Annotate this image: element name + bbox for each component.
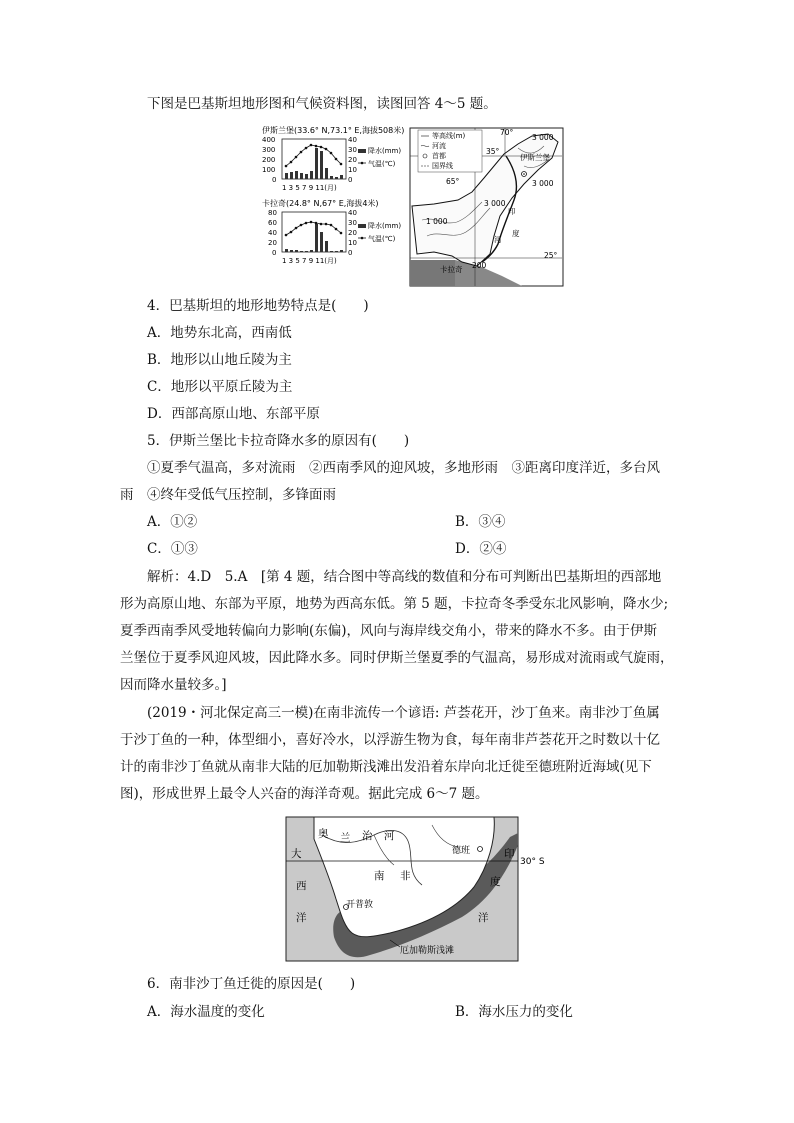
q4-option-b: B．地形以山地丘陵为主: [147, 352, 292, 368]
axis-tick: 200: [262, 156, 276, 164]
axis-tick: 10: [348, 239, 357, 247]
analysis-line: 因而降水量较多。]: [120, 677, 227, 693]
label-indian-1: 印: [504, 848, 515, 860]
analysis-line: 解析：4.D 5.A [第 4 题，结合图中等高线的数值和分布可判断出巴基斯坦的西部地: [147, 569, 662, 585]
axis-tick: 60: [268, 219, 277, 227]
legend-precip: 降水(mm): [368, 222, 402, 230]
q4-option-d: D．西部高原山地、东部平原: [147, 406, 320, 422]
label-lat30s: 30° S: [520, 857, 545, 867]
q6-option-b: B．海水压力的变化: [455, 1004, 573, 1020]
label-agulhas-bank: 厄加勒斯浅滩: [400, 946, 455, 956]
label-atlantic-2: 西: [296, 880, 307, 892]
map-legend-river: 河流: [432, 142, 446, 150]
axis-tick: 10: [348, 166, 357, 174]
q6-option-a: A．海水温度的变化: [147, 1004, 265, 1020]
label-indian-3: 洋: [478, 912, 489, 924]
map-label: 伊斯兰堡: [520, 153, 550, 162]
axis-tick: 20: [348, 156, 357, 164]
figure-south-africa: [282, 815, 554, 963]
map-label: 65°: [446, 177, 460, 186]
map-label: 印: [508, 207, 516, 216]
label-atlantic-1: 大: [291, 848, 302, 860]
legend-precip: 降水(mm): [368, 147, 402, 155]
map-label: 25°: [544, 251, 558, 260]
label-durban: 德班: [452, 846, 471, 856]
label-africa: 非: [400, 870, 411, 882]
axis-tick: 40: [348, 136, 357, 144]
q4-option-a: A．地势东北高，西南低: [147, 325, 292, 341]
islamabad-chart-title: 伊斯兰堡(33.6° N,73.1° E,海拔508米): [262, 126, 405, 135]
map-label: 35°: [486, 147, 500, 156]
q6-stem: 6．南非沙丁鱼迁徙的原因是( ): [147, 976, 356, 992]
label-atlantic-3: 洋: [296, 912, 307, 924]
axis-tick: 30: [348, 146, 357, 154]
axis-tick: 0: [348, 249, 353, 257]
axis-tick: 0: [348, 176, 353, 184]
axis-tick: 400: [262, 136, 276, 144]
q5-option-a: A．①②: [147, 514, 198, 530]
intro-text: 下图是巴基斯坦地形图和气候资料图，读图回答 4～5 题。: [147, 96, 497, 112]
map-label: 河: [494, 235, 502, 244]
passage-line: 图)，形成世界上最令人兴奋的海洋奇观。据此完成 6～7 题。: [120, 786, 489, 802]
axis-tick: 80: [268, 209, 277, 217]
months-axis: 1 3 5 7 9 11(月): [282, 184, 337, 192]
legend-temp: 气温(℃): [368, 235, 396, 243]
karachi-chart-title: 卡拉奇(24.8° N,67° E,海拔4米): [262, 199, 379, 208]
map-legend-border: 国界线: [432, 162, 453, 170]
figure-pakistan: [262, 126, 564, 288]
q5-stem: 5．伊斯兰堡比卡拉奇降水多的原因有( ): [147, 433, 410, 449]
islamabad-climate-chart: [262, 136, 401, 192]
analysis-line: 形为高原山地、东部为平原，地势为西高东低。第 5 题，卡拉奇冬季受东北风影响，降水少;: [120, 596, 669, 612]
axis-tick: 300: [262, 146, 276, 154]
passage-line: 于沙丁鱼的一种，体型细小，喜好冷水，以浮游生物为食，每年南非芦荟花开之时数以十亿: [120, 732, 660, 748]
q5-option-b: B．③④: [455, 514, 506, 530]
q5-option-c: C．①③: [147, 541, 198, 557]
axis-tick: 100: [262, 166, 276, 174]
map-legend-contour: 等高线(m): [432, 132, 466, 140]
label-south: 南: [374, 870, 385, 882]
map-label: 卡拉奇: [440, 265, 463, 274]
map-legend-capital: 首都: [432, 152, 446, 160]
map-label: 3 000: [484, 199, 506, 208]
months-axis: 1 3 5 7 9 11(月): [282, 257, 337, 265]
analysis-line: 兰堡位于夏季风迎风坡，因此降水多。同时伊斯兰堡夏季的气温高，易形成对流雨或气旋雨，: [120, 650, 674, 666]
passage-line: (2019・河北保定高三一模)在南非流传一个谚语: 芦荟花开，沙丁鱼来。南非沙丁鱼属: [147, 705, 660, 721]
map-label: 度: [512, 229, 520, 238]
map-label: 3 000: [532, 179, 554, 188]
axis-tick: 20: [268, 239, 277, 247]
pakistan-topographic-map: [410, 128, 563, 286]
label-orange-2: 兰: [340, 832, 351, 844]
q4-option-c: C．地形以平原丘陵为主: [147, 379, 293, 395]
axis-tick: 0: [272, 176, 277, 184]
axis-tick: 40: [348, 209, 357, 217]
label-indian-2: 度: [490, 876, 501, 888]
legend-temp: 气温(℃): [368, 160, 396, 168]
map-label: 70°: [500, 128, 514, 137]
karachi-climate-chart: [268, 209, 401, 265]
label-orange-1: 奥: [318, 828, 329, 840]
q4-stem: 4．巴基斯坦的地形地势特点是( ): [147, 298, 369, 314]
axis-tick: 30: [348, 219, 357, 227]
axis-tick: 20: [348, 229, 357, 237]
axis-tick: 40: [268, 229, 277, 237]
label-orange-4: 河: [384, 830, 395, 842]
axis-tick: 0: [272, 249, 277, 257]
label-capetown: 开普敦: [346, 900, 374, 910]
analysis-line: 夏季西南季风受地转偏向力影响(东偏)，风向与海岸线交角小，带来的降水不多。由于伊斯: [120, 623, 658, 639]
map-label: 3 000: [532, 133, 554, 142]
q5-option-d: D．②④: [455, 541, 507, 557]
q5-statements-line1: ①夏季气温高，多对流雨 ②西南季风的迎风坡，多地形雨 ③距离印度洋近，多台风: [147, 460, 660, 476]
passage-line: 计的南非沙丁鱼就从南非大陆的厄加勒斯浅滩出发沿着东岸向北迁徙至德班附近海域(见下: [120, 759, 652, 775]
map-label: 1 000: [426, 217, 448, 226]
map-label: 200: [472, 261, 487, 270]
q5-statements-line2: 雨 ④终年受低气压控制，多锋面雨: [120, 487, 336, 503]
label-orange-3: 治: [362, 830, 373, 842]
